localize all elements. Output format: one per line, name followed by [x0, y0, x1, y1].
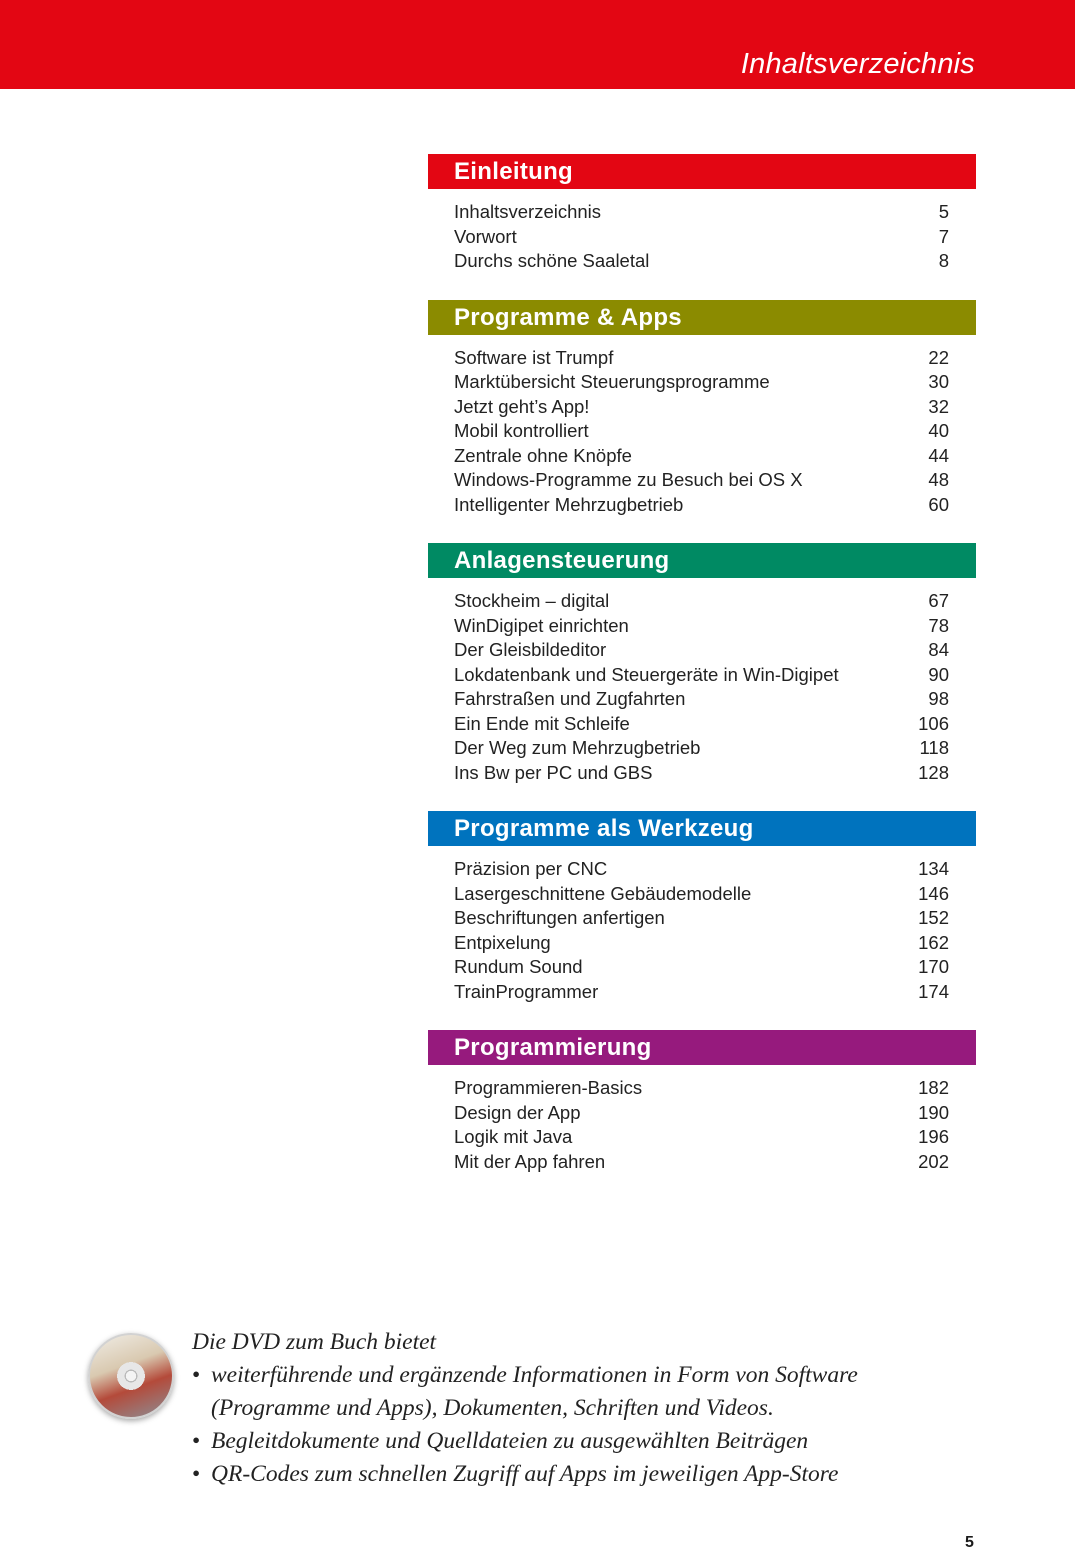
dvd-disc-icon — [88, 1333, 174, 1419]
toc-section — [428, 1030, 976, 1174]
entry-title: Intelligenter Mehrzugbetrieb — [454, 493, 684, 515]
entry-page: 7 — [938, 225, 949, 247]
entry-page: 162 — [918, 931, 949, 953]
toc-entry[interactable] — [428, 468, 976, 493]
toc-entry[interactable] — [428, 395, 976, 420]
entry-title: Rundum Sound — [454, 956, 583, 977]
entry-title: Vorwort — [454, 225, 517, 247]
toc-entry[interactable] — [428, 638, 976, 663]
section-header-programmierung: Programmierung — [428, 1030, 976, 1065]
entry-page: 67 — [928, 590, 949, 611]
toc-entry[interactable] — [428, 663, 976, 688]
entry-page: 8 — [938, 250, 949, 271]
entry-page: 182 — [918, 1077, 949, 1098]
entry-page: 152 — [918, 907, 949, 928]
entry-page: 44 — [928, 444, 949, 466]
entry-page: 98 — [928, 688, 949, 709]
toc-entry[interactable] — [428, 882, 976, 907]
entry-title: Lokdatenbank und Steuergeräte in Win-Digipet — [454, 663, 839, 685]
entry-title: Präzision per CNC — [454, 858, 608, 879]
entry-title: TrainProgrammer — [454, 980, 599, 1002]
section-header-programme-apps: Programme & Apps — [428, 300, 976, 335]
toc-entry[interactable] — [428, 225, 976, 250]
entry-page: 190 — [918, 1101, 949, 1123]
dvd-info — [192, 1326, 1012, 1491]
dvd-bullet — [192, 1359, 1012, 1425]
table-of-contents — [428, 154, 976, 1200]
toc-entry[interactable] — [428, 955, 976, 980]
toc-entry[interactable] — [428, 370, 976, 395]
entry-page: 146 — [918, 882, 949, 904]
entry-page: 30 — [928, 371, 949, 392]
entry-title: Stockheim – digital — [454, 590, 610, 611]
dvd-bullet-text: weiterführende und ergänzende Informationen in Form von Software — [211, 1362, 858, 1388]
toc-entry[interactable] — [428, 346, 976, 371]
toc-entry[interactable] — [428, 493, 976, 518]
toc-entry[interactable] — [428, 1101, 976, 1126]
entry-page: 170 — [918, 956, 949, 977]
entry-page: 118 — [919, 737, 949, 758]
entry-title: Mit der App fahren — [454, 1150, 606, 1172]
entry-title: WinDigipet einrichten — [454, 614, 629, 636]
toc-entry[interactable] — [428, 761, 976, 786]
toc-entry[interactable] — [428, 712, 976, 737]
entry-title: Logik mit Java — [454, 1126, 573, 1147]
entry-page: 22 — [928, 346, 949, 368]
page-title: Inhaltsverzeichnis — [740, 48, 975, 80]
entry-title: Ins Bw per PC und GBS — [454, 761, 653, 783]
bullet-icon: • — [192, 1461, 201, 1487]
header-band — [0, 0, 1075, 89]
entry-title: Software ist Trumpf — [454, 346, 614, 368]
entry-title: Der Gleisbildeditor — [454, 639, 607, 660]
dvd-bullet-text: Begleitdokumente und Quelldateien zu ausgewählten Beiträgen — [211, 1428, 809, 1454]
dvd-bullet-text: QR-Codes zum schnellen Zugriff auf Apps im jeweiligen App-Store — [211, 1461, 839, 1487]
entry-page: 40 — [928, 420, 949, 441]
entry-page: 5 — [938, 201, 949, 222]
entry-page: 84 — [928, 639, 949, 660]
toc-section — [428, 543, 976, 785]
page-number: 5 — [965, 1534, 974, 1551]
toc-entry[interactable] — [428, 1076, 976, 1101]
entry-title: Der Weg zum Mehrzugbetrieb — [454, 737, 701, 758]
entry-title: Beschriftungen anfertigen — [454, 907, 665, 928]
toc-entry[interactable] — [428, 1125, 976, 1150]
entry-page: 174 — [918, 980, 949, 1002]
dvd-intro: Die DVD zum Buch bietet — [192, 1329, 437, 1355]
toc-entry[interactable] — [428, 687, 976, 712]
toc-entry[interactable] — [428, 931, 976, 956]
entry-title: Ein Ende mit Schleife — [454, 712, 630, 734]
entry-page: 196 — [918, 1126, 949, 1147]
entry-title: Mobil kontrolliert — [454, 420, 589, 441]
entry-title: Marktübersicht Steuerungsprogramme — [454, 371, 770, 392]
toc-section — [428, 300, 976, 518]
entry-page: 32 — [928, 395, 949, 417]
entry-title: Lasergeschnittene Gebäudemodelle — [454, 882, 752, 904]
dvd-bullet-text: (Programme und Apps), Dokumenten, Schriften und Videos. — [211, 1395, 774, 1421]
entry-page: 106 — [918, 712, 949, 734]
toc-entry[interactable] — [428, 419, 976, 444]
toc-entry[interactable] — [428, 444, 976, 469]
toc-entry[interactable] — [428, 1150, 976, 1175]
dvd-bullet — [192, 1458, 1012, 1491]
entry-title: Durchs schöne Saaletal — [454, 250, 650, 271]
toc-entry[interactable] — [428, 906, 976, 931]
entry-title: Design der App — [454, 1101, 581, 1123]
dvd-bullet — [192, 1425, 1012, 1458]
entry-page: 128 — [918, 761, 949, 783]
toc-entry[interactable] — [428, 200, 976, 225]
toc-section — [428, 154, 976, 274]
entry-page: 202 — [918, 1150, 949, 1172]
entry-title: Windows-Programme zu Besuch bei OS X — [454, 469, 803, 490]
entry-title: Entpixelung — [454, 931, 551, 953]
bullet-icon: • — [192, 1428, 201, 1454]
entry-title: Fahrstraßen und Zugfahrten — [454, 688, 686, 709]
toc-entry[interactable] — [428, 614, 976, 639]
section-header-anlagensteuerung: Anlagensteuerung — [428, 543, 976, 578]
toc-section — [428, 811, 976, 1004]
entry-title: Zentrale ohne Knöpfe — [454, 444, 632, 466]
entry-title: Programmieren-Basics — [454, 1077, 643, 1098]
entry-page: 78 — [928, 614, 949, 636]
toc-entry[interactable] — [428, 980, 976, 1005]
entry-title: Inhaltsverzeichnis — [454, 201, 602, 222]
section-header-programme-als-werkzeug: Programme als Werkzeug — [428, 811, 976, 846]
entry-page: 60 — [928, 493, 949, 515]
toc-entry[interactable] — [428, 589, 976, 614]
toc-entry[interactable] — [428, 249, 976, 274]
section-header-einleitung: Einleitung — [428, 154, 976, 189]
entry-page: 134 — [918, 858, 949, 879]
bullet-icon: • — [192, 1362, 201, 1388]
toc-entry[interactable] — [428, 857, 976, 882]
entry-page: 90 — [928, 663, 949, 685]
toc-entry[interactable] — [428, 736, 976, 761]
entry-page: 48 — [928, 469, 949, 490]
entry-title: Jetzt geht’s App! — [454, 395, 590, 417]
